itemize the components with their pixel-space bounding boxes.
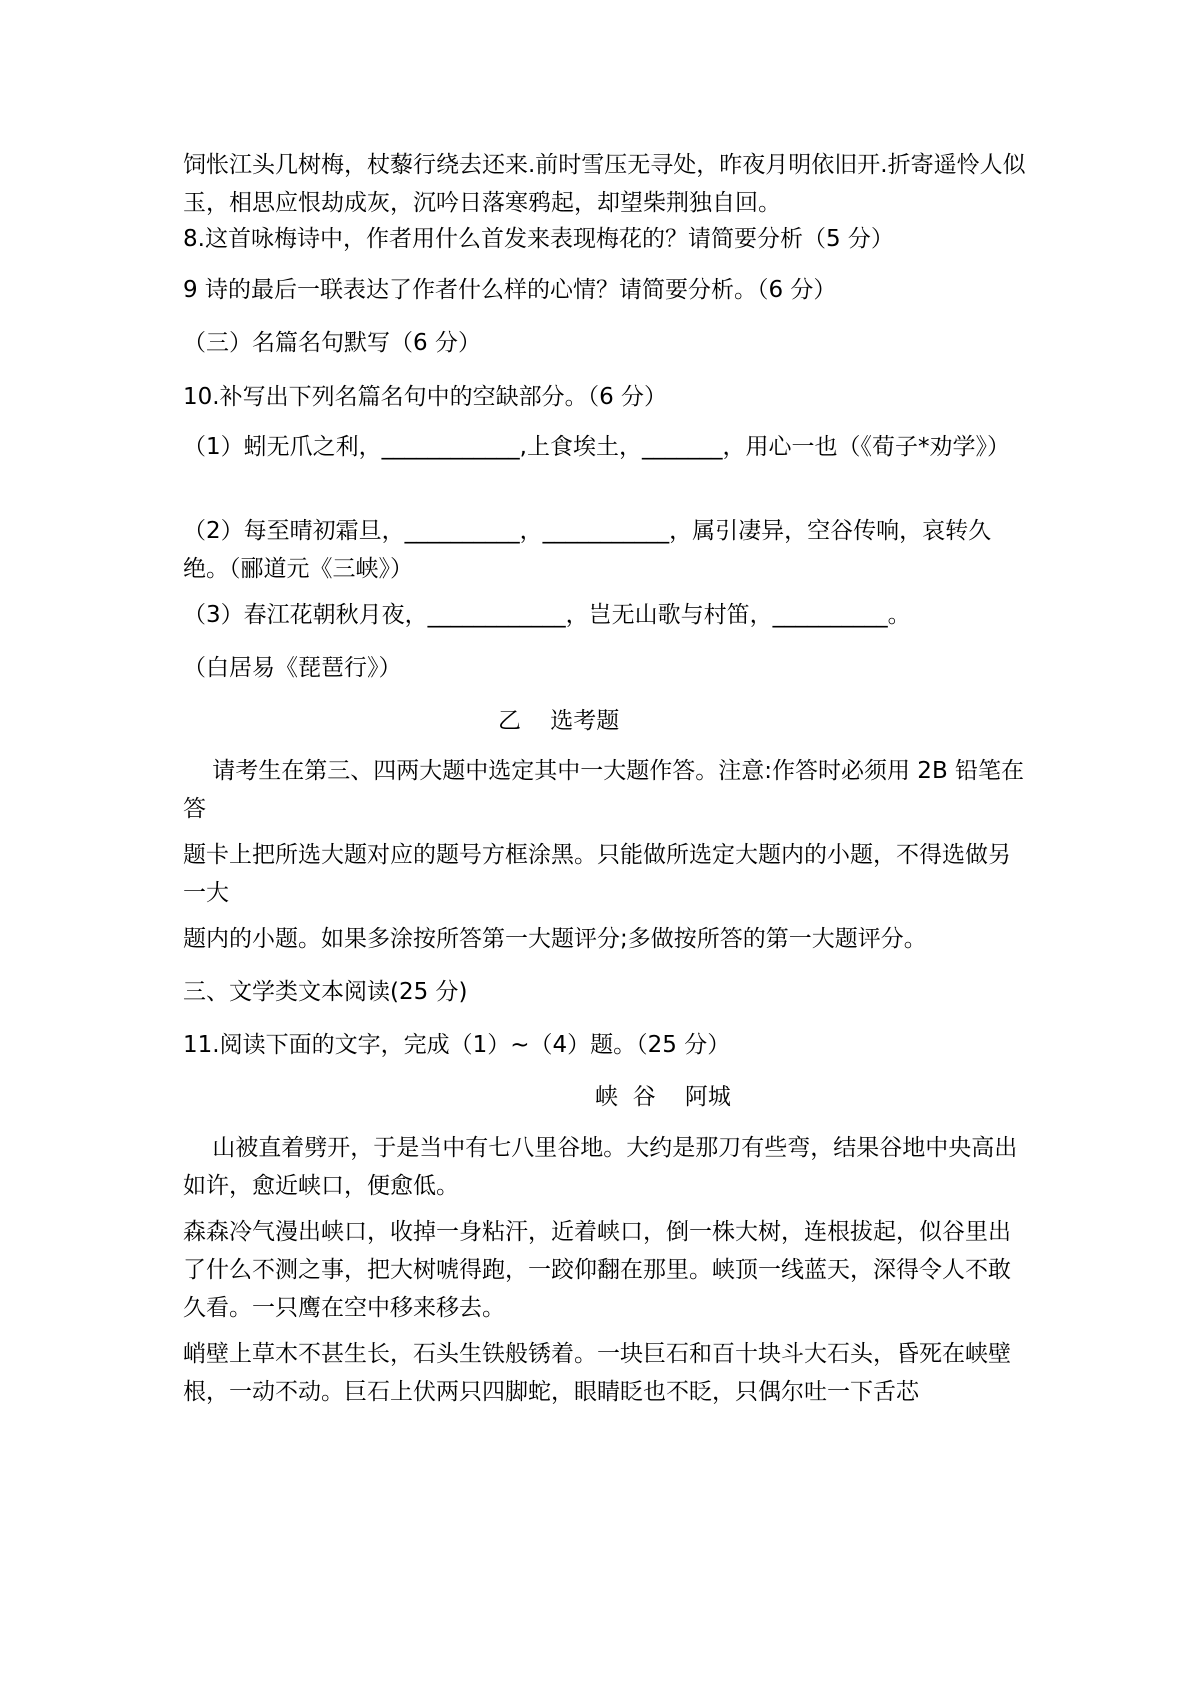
instructions-line-2: 题卡上把所选大题对应的题号方框涂黑。只能做所选定大题内的小题，不得选做另一大 [183,842,1011,906]
question-10-2: （2）每至晴初霜旦，__________，___________，属引凄异，空谷传响，哀转久绝。（郦道元《三峡》） [183,518,992,582]
question-11: 11.阅读下面的文字，完成（1）~（4）题。（25 分） [183,1032,731,1058]
question-8: 8.这首咏梅诗中，作者用什么首发来表现梅花的？请简要分析（5 分） [183,226,894,252]
question-9: 9 诗的最后一联表达了作者什么样的心情？请简要分析。（6 分） [183,277,837,303]
story-title: 峡 谷 阿城 [595,1084,731,1110]
question-10-1: （1）蚓无爪之利，____________,上食埃土，_______，用心一也（《荀子*劝学》） [183,434,1010,460]
instructions-line-1: 请考生在第三、四两大题中选定其中一大题作答。注意:作答时必须用 2B 铅笔在答 [183,758,1025,822]
story-paragraph-1: 山被直着劈开，于是当中有七八里谷地。大约是那刀有些弯，结果谷地中央高出如许，愈近峡口，便愈低。 [183,1135,1018,1199]
story-paragraph-3: 峭壁上草木不甚生长，石头生铁般锈着。一块巨石和百十块斗大石头，昏死在峡壁根，一动不动。巨石上伏两只四脚蛇，眼睛眨也不眨，只偶尔吐一下舌芯 [183,1341,1011,1405]
question-10: 10.补写出下列名篇名句中的空缺部分。（6 分） [183,384,668,410]
elective-section-title: 乙 选考题 [498,708,620,734]
story-paragraph-2: 森森冷气漫出峡口，收掉一身粘汗，近着峡口，倒一株大树，连根拔起，似谷里出了什么不测之事，把大树唬得跑，一跤仰翻在那里。峡顶一线蓝天，深得令人不敢久看。一只鹰在空中移来移去。 [183,1219,1011,1321]
poem-text: 饲怅江头几树梅，杖藜行绕去还来.前时雪压无寻处，昨夜月明依旧开.折寄遥怜人似玉，相思应恨劫成灰，沉吟日落寒鸦起，却望柴荆独自回。 [183,152,1026,216]
section-3-title: （三）名篇名句默写（6 分） [183,330,481,356]
question-10-3-source: （白居易《琵琶行》） [183,655,402,681]
part-3-title: 三、文学类文本阅读(25 分) [183,979,468,1005]
question-10-3: （3）春江花朝秋月夜，____________，岂无山歌与村笛，__________。 [183,602,911,628]
instructions-line-3: 题内的小题。如果多涂按所答第一大题评分;多做按所答的第一大题评分。 [183,926,927,952]
